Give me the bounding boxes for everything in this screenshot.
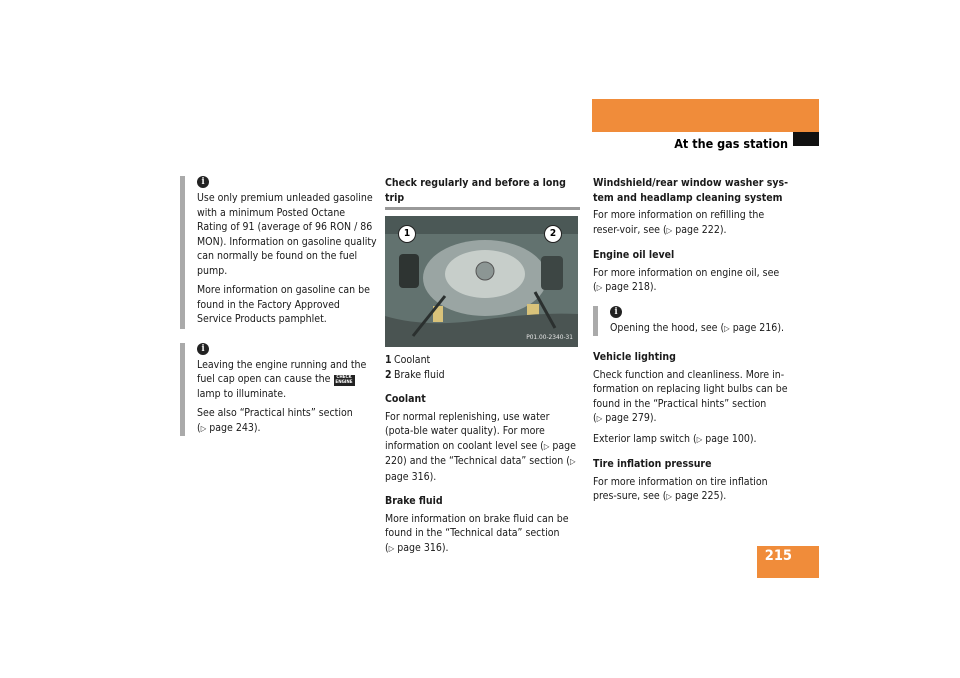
lamp-switch-text: Exterior lamp switch (▷ page 100). xyxy=(593,432,757,445)
legend-item: 1 Coolant xyxy=(385,354,431,366)
callout-2: 2 xyxy=(544,225,562,243)
washer-text: For more information on refilling the reser-voir, see (▷ page 222). xyxy=(593,209,765,236)
page-number: 215 xyxy=(764,548,792,564)
info-note-hood xyxy=(593,306,791,337)
engine-bay-image xyxy=(385,216,578,347)
left-column xyxy=(180,176,377,436)
info-note-fuel xyxy=(180,176,377,329)
page-ref-arrow-icon: ▷ xyxy=(666,225,673,235)
page-ref-arrow-icon: ▷ xyxy=(724,323,730,333)
page-link[interactable]: page 316). xyxy=(397,541,449,554)
subheading-oil: Engine oil level xyxy=(593,249,675,261)
info-note-engine xyxy=(180,343,377,437)
page-link[interactable]: page 100). xyxy=(705,432,757,445)
coolant-text: For normal replenishing, use water (pota-ble water quality). For more information on coolant level see (▷ page 220) and the “Technical data” section (▷ page 316). xyxy=(385,410,576,483)
page-ref-arrow-icon: ▷ xyxy=(596,414,603,423)
middle-column xyxy=(385,176,580,561)
page-ref-arrow-icon: ▷ xyxy=(200,423,207,433)
page-ref-arrow-icon: ▷ xyxy=(569,457,576,466)
subheading-tire: Tire inflation pressure xyxy=(593,458,712,470)
info-icon: i xyxy=(197,176,209,188)
section-title: Operation xyxy=(864,113,928,128)
subheading-lighting: Vehicle lighting xyxy=(593,351,676,363)
page-link[interactable]: page 225). xyxy=(674,490,727,502)
page-link[interactable]: page 243). xyxy=(209,421,261,434)
header-marker xyxy=(793,132,819,146)
subheading-brake: Brake fluid xyxy=(385,495,443,507)
page-ref-arrow-icon: ▷ xyxy=(388,543,395,553)
page-link[interactable]: page 218). xyxy=(605,281,657,293)
page-link[interactable]: page 316). xyxy=(385,470,437,483)
oil-text: For more information on engine oil, see (▷ page 218). xyxy=(593,266,780,293)
header-tab xyxy=(592,99,819,132)
page-ref-arrow-icon: ▷ xyxy=(596,283,603,292)
section-heading: Check regularly and before a long trip xyxy=(385,176,580,210)
page-link[interactable]: page 216). xyxy=(732,321,784,334)
page-ref-arrow-icon: ▷ xyxy=(666,492,672,501)
page-ref-arrow-icon: ▷ xyxy=(696,434,703,444)
subheading-coolant: Coolant xyxy=(385,393,426,405)
tire-text: For more information on tire inflation pres-sure, see (▷ page 225). xyxy=(593,475,768,502)
legend-item: 2 Brake fluid xyxy=(385,368,445,381)
callout-1: 1 xyxy=(398,225,416,243)
image-legend xyxy=(385,353,580,382)
note-text: Leaving the engine running and the fuel cap open can cause the CHECK ENGINE lamp to illuminate. xyxy=(197,358,367,400)
note-text: Opening the hood, see (▷ page 216). xyxy=(610,321,784,334)
note-text: More information on gasoline can be found in the Factory Approved Service Products pamphlet. xyxy=(197,284,370,325)
subsection-title: At the gas station xyxy=(674,136,788,151)
lighting-text: Check function and cleanliness. More in-formation on replacing light bulbs can be found in the “Practical hints” section (▷ page 279). xyxy=(593,368,788,424)
info-icon: i xyxy=(197,343,209,355)
page-ref-arrow-icon: ▷ xyxy=(543,441,550,451)
note-text: Use only premium unleaded gasoline with a minimum Posted Octane Rating of 91 (average of 96 RON / 86 MON). Information on gasoline quality can normally be found on the fuel pump. xyxy=(197,192,377,277)
right-column xyxy=(593,176,791,510)
page-link[interactable]: page 279). xyxy=(605,412,657,424)
note-text: See also “Practical hints” section (▷ page 243). xyxy=(197,407,353,434)
info-icon: i xyxy=(610,306,622,318)
page-link[interactable]: page 222). xyxy=(675,223,727,236)
check-engine-lamp-icon: CHECK ENGINE xyxy=(335,374,353,385)
subheading-washer: Windshield/rear window washer sys-tem and headlamp cleaning system xyxy=(593,177,789,204)
brake-text: More information on brake fluid can be found in the “Technical data” section (▷ page 316). xyxy=(385,512,569,554)
image-code: P01.00-2340-31 xyxy=(526,332,573,341)
